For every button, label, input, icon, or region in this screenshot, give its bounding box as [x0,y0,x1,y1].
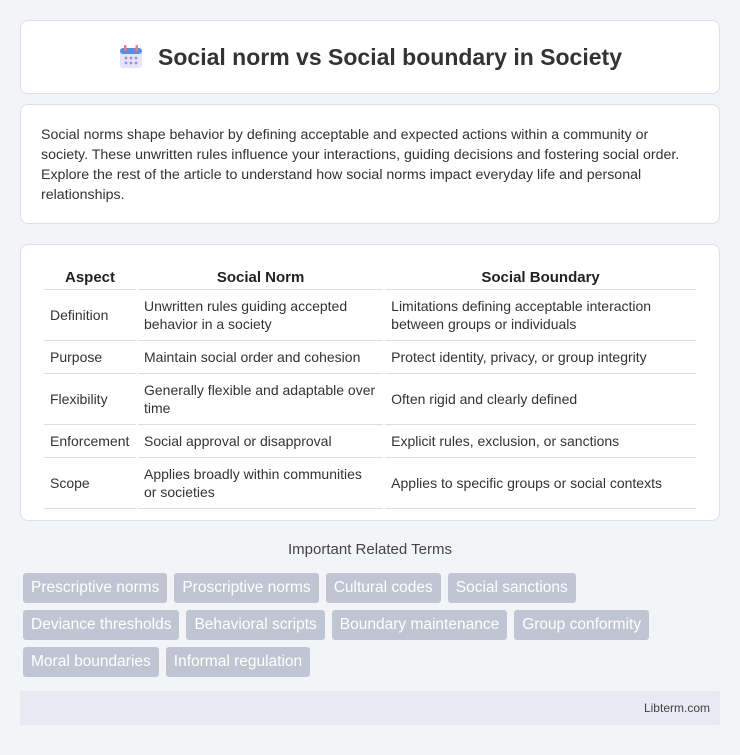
column-header-aspect: Aspect [44,265,136,290]
table-row [44,458,696,509]
table-cell: Protect identity, privacy, or group integrity [385,341,696,374]
intro-text: Social norms shape behavior by defining acceptable and expected actions within a community or society. These unwritten rules influence your interactions, guiding decisions and fostering social order. Explore the rest of the article to understand how social norms impact everyday life and personal relationships. [41,127,680,203]
intro-card [20,104,720,224]
column-header-social-boundary: Social Boundary [385,265,696,290]
header-card [20,20,720,94]
related-term-tag[interactable]: Informal regulation [166,647,310,677]
table-cell: Unwritten rules guiding accepted behavior in a society [138,290,383,341]
table-row [44,290,696,341]
table-cell: Maintain social order and cohesion [138,341,383,374]
related-term-tag[interactable]: Behavioral scripts [186,610,324,640]
table-cell: Applies to specific groups or social contexts [385,458,696,509]
footer [20,691,720,725]
related-term-tag[interactable]: Boundary maintenance [332,610,507,640]
column-header-social-norm: Social Norm [138,265,383,290]
table-cell: Limitations defining acceptable interaction between groups or individuals [385,290,696,341]
table-row [44,425,696,458]
related-term-tag[interactable]: Prescriptive norms [23,573,167,603]
table-cell: Explicit rules, exclusion, or sanctions [385,425,696,458]
related-term-tag[interactable]: Proscriptive norms [174,573,318,603]
related-term-tag[interactable]: Deviance thresholds [23,610,179,640]
related-term-tag[interactable]: Group conformity [514,610,649,640]
table-cell: Applies broadly within communities or societies [138,458,383,509]
table-cell: Generally flexible and adaptable over time [138,374,383,425]
page-title: Social norm vs Social boundary in Society [158,43,622,70]
related-term-tag[interactable]: Social sanctions [448,573,576,603]
table-cell: Definition [44,290,136,341]
table-row [44,341,696,374]
table-cell: Often rigid and clearly defined [385,374,696,425]
table-cell: Purpose [44,341,136,374]
calendar-icon [118,44,144,70]
table-cell: Flexibility [44,374,136,425]
related-terms-list [23,573,723,677]
table-header-row [44,265,696,290]
table-cell: Enforcement [44,425,136,458]
comparison-table [42,265,698,509]
footer-site-link[interactable]: Libterm.com [643,701,710,715]
table-row [44,374,696,425]
table-cell: Social approval or disapproval [138,425,383,458]
related-terms-title: Important Related Terms [288,541,452,558]
table-cell: Scope [44,458,136,509]
related-term-tag[interactable]: Cultural codes [326,573,441,603]
related-term-tag[interactable]: Moral boundaries [23,647,159,677]
comparison-table-card [20,244,720,521]
